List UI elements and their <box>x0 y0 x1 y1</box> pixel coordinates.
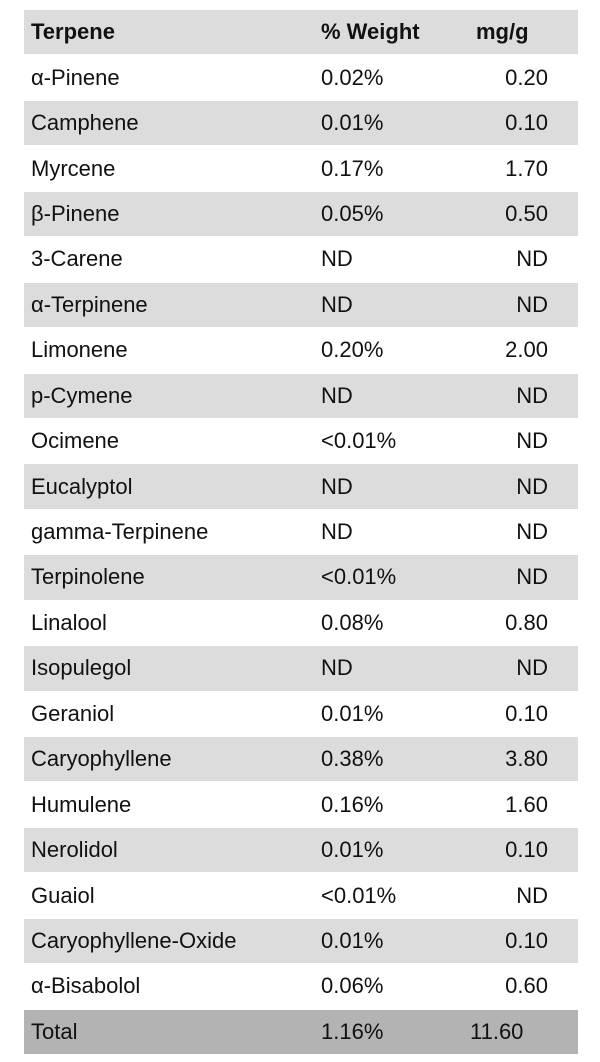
table-row <box>24 918 578 963</box>
table-row <box>24 282 578 327</box>
table-row <box>24 191 578 236</box>
header-terpene: Terpene <box>24 10 313 55</box>
weight-percent-cell: 0.20% <box>313 328 467 373</box>
table-row <box>24 509 578 554</box>
table-footer <box>24 1009 578 1054</box>
mg-per-g-cell: ND <box>467 418 578 463</box>
weight-percent-cell: ND <box>313 509 467 554</box>
terpene-name-cell: Isopulegol <box>24 646 313 691</box>
terpene-name-cell: Geraniol <box>24 691 313 736</box>
weight-percent-cell: 0.01% <box>313 918 467 963</box>
terpene-name-cell: Linalool <box>24 600 313 645</box>
terpene-table <box>24 10 578 1055</box>
terpene-name-cell: Camphene <box>24 100 313 145</box>
table-row <box>24 737 578 782</box>
table-row <box>24 600 578 645</box>
terpene-name-cell: Guaiol <box>24 873 313 918</box>
total-weight: 1.16% <box>313 1009 467 1054</box>
weight-percent-cell: 0.17% <box>313 146 467 191</box>
table-row <box>24 646 578 691</box>
weight-percent-cell: 0.01% <box>313 691 467 736</box>
weight-percent-cell: 0.01% <box>313 827 467 872</box>
weight-percent-cell: ND <box>313 282 467 327</box>
mg-per-g-cell: ND <box>467 282 578 327</box>
table-header <box>24 10 578 55</box>
mg-per-g-cell: ND <box>467 237 578 282</box>
total-mg-per-g: 11.60 <box>467 1009 578 1054</box>
table-row <box>24 964 578 1009</box>
mg-per-g-cell: ND <box>467 464 578 509</box>
mg-per-g-cell: 0.60 <box>467 964 578 1009</box>
mg-per-g-cell: 1.70 <box>467 146 578 191</box>
mg-per-g-cell: ND <box>467 373 578 418</box>
terpene-name-cell: Humulene <box>24 782 313 827</box>
terpene-name-cell: Caryophyllene <box>24 737 313 782</box>
weight-percent-cell: ND <box>313 464 467 509</box>
weight-percent-cell: 0.05% <box>313 191 467 236</box>
header-mg-per-g: mg/g <box>467 10 578 55</box>
weight-percent-cell: <0.01% <box>313 418 467 463</box>
terpene-name-cell: Ocimene <box>24 418 313 463</box>
terpene-name-cell: α-Bisabolol <box>24 964 313 1009</box>
mg-per-g-cell: 3.80 <box>467 737 578 782</box>
mg-per-g-cell: 0.10 <box>467 918 578 963</box>
terpene-name-cell: p-Cymene <box>24 373 313 418</box>
header-weight: % Weight <box>313 10 467 55</box>
table-row <box>24 418 578 463</box>
terpene-name-cell: α-Pinene <box>24 55 313 100</box>
terpene-name-cell: Nerolidol <box>24 827 313 872</box>
weight-percent-cell: ND <box>313 373 467 418</box>
weight-percent-cell: 0.16% <box>313 782 467 827</box>
weight-percent-cell: 0.38% <box>313 737 467 782</box>
table-row <box>24 782 578 827</box>
terpene-name-cell: Myrcene <box>24 146 313 191</box>
table-row <box>24 691 578 736</box>
table-row <box>24 827 578 872</box>
table-row <box>24 237 578 282</box>
table-row <box>24 464 578 509</box>
weight-percent-cell: ND <box>313 237 467 282</box>
mg-per-g-cell: 0.10 <box>467 827 578 872</box>
mg-per-g-cell: ND <box>467 509 578 554</box>
total-row <box>24 1009 578 1054</box>
table-row <box>24 373 578 418</box>
weight-percent-cell: <0.01% <box>313 555 467 600</box>
mg-per-g-cell: 0.20 <box>467 55 578 100</box>
mg-per-g-cell: 2.00 <box>467 328 578 373</box>
mg-per-g-cell: 0.10 <box>467 100 578 145</box>
terpene-name-cell: Caryophyllene-Oxide <box>24 918 313 963</box>
terpene-name-cell: β-Pinene <box>24 191 313 236</box>
terpene-name-cell: α-Terpinene <box>24 282 313 327</box>
header-row <box>24 10 578 55</box>
terpene-name-cell: Eucalyptol <box>24 464 313 509</box>
mg-per-g-cell: 1.60 <box>467 782 578 827</box>
mg-per-g-cell: 0.10 <box>467 691 578 736</box>
table-row <box>24 146 578 191</box>
mg-per-g-cell: ND <box>467 873 578 918</box>
table-row <box>24 55 578 100</box>
table-row <box>24 555 578 600</box>
mg-per-g-cell: ND <box>467 646 578 691</box>
terpene-name-cell: Terpinolene <box>24 555 313 600</box>
table-body <box>24 55 578 1009</box>
terpene-name-cell: gamma-Terpinene <box>24 509 313 554</box>
mg-per-g-cell: 0.50 <box>467 191 578 236</box>
terpene-name-cell: 3-Carene <box>24 237 313 282</box>
weight-percent-cell: <0.01% <box>313 873 467 918</box>
table-row <box>24 328 578 373</box>
total-label: Total <box>24 1009 313 1054</box>
mg-per-g-cell: 0.80 <box>467 600 578 645</box>
weight-percent-cell: 0.08% <box>313 600 467 645</box>
weight-percent-cell: 0.06% <box>313 964 467 1009</box>
table-row <box>24 873 578 918</box>
terpene-table-sheet <box>24 10 578 1055</box>
weight-percent-cell: ND <box>313 646 467 691</box>
weight-percent-cell: 0.02% <box>313 55 467 100</box>
weight-percent-cell: 0.01% <box>313 100 467 145</box>
table-row <box>24 100 578 145</box>
terpene-name-cell: Limonene <box>24 328 313 373</box>
mg-per-g-cell: ND <box>467 555 578 600</box>
